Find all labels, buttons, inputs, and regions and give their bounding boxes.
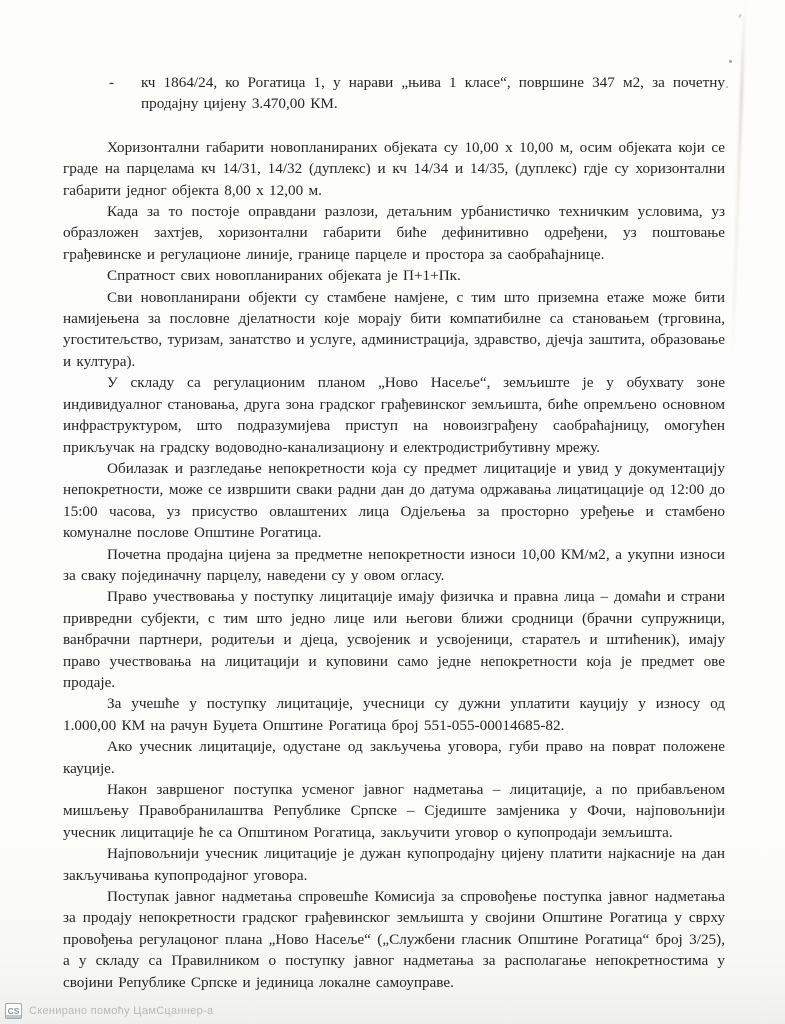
list-item-text: кч 1864/24, ко Рогатица 1, у нарави „њива 1 класе“, површине 347 м2, за почетну продајну цијену 3.470,00 КМ. bbox=[141, 74, 725, 113]
camscanner-caption: Скенирано помоћу ЦамСцаннер-а bbox=[29, 1005, 214, 1017]
scan-speck-artifact bbox=[726, 86, 728, 88]
paragraph: Хоризонтални габарити новопланираних објеката су 10,00 х 10,00 м, осим објеката који се граде на парцелама кч 14/31, 14/32 (дуплекс) и кч 14/34 и 14/35, (дуплекс) гдје су хоризонтални габарити једног објекта 8,00 х 12,00 м. bbox=[63, 138, 725, 199]
list-item bbox=[109, 72, 725, 115]
paragraph: Када за то постоје оправдани разлози, детаљним урбанистичко техничким условима, уз образложен захтјев, хоризонтални габарити биће дефинитивно одређени, уз поштовање грађевинске и регулационе линије, границе парцеле и простора за саобраћајнице. bbox=[63, 203, 725, 263]
paragraph: У складу са регулационим планом „Ново Насеље“, земљиште је у обухвату зоне индивидуалног становања, друга зона градског грађевинског земљишта, биће опремљено основном инфраструктуром, што подразумијева приступ на новоизграђену саобраћајницу, омогућен прикључак на градску водоводно-канализациону и електродистрибутивну мрежу. bbox=[63, 374, 725, 456]
document-content bbox=[63, 72, 725, 993]
scan-speck-artifact bbox=[729, 60, 732, 63]
camscanner-logo-icon: CS bbox=[5, 1003, 22, 1019]
paragraph: Након завршеног поступка усменог јавног надметања – лицитације, а по прибављеном мишљењу Правобранилаштва Републике Српске – Сједиште замјеника у Фочи, најповољнији учесник лицитације ће са Општином Рогатица, закључити уговор о купопродаји земљишта. bbox=[63, 781, 725, 841]
paragraph: Сви новопланирани објекти су стамбене намјене, с тим што приземна етаже може бити намијењена за пословне дјелатности које морају бити компатибилне са становањем (трговина, угоститељство, туризам, занатство и услуге, администрација, здравство, дјечја заштита, образовање и култура). bbox=[63, 288, 725, 370]
scan-speck-artifact bbox=[738, 14, 741, 18]
camscanner-footer bbox=[5, 1003, 213, 1019]
paragraph: Обилазак и разгледање непокретности која су предмет лицитације и увид у документацију непокретности, може се извршити сваки радни дан до датума одржавања лицатицације од 12:00 до 15:00 часова, уз присуство овлаштених лица Одјељења за просторно уређење и стамбено комуналне послове Општине Рогатица. bbox=[63, 459, 725, 542]
list-item-marker: - bbox=[109, 74, 115, 91]
paragraph: Почетна продајна цијена за предметне непокретности износи 10,00 КМ/м2, а укупни износи за сваку појединачну парцелу, наведени су у овом огласу. bbox=[63, 545, 725, 584]
paragraph: Спратност свих новопланираних објеката је П+1+Пк. bbox=[107, 267, 461, 285]
paragraph: Најповољнији учесник лицитације је дужан купопродајну цијену платити најкасније на дан закључивања купопродајног уговора. bbox=[63, 845, 725, 884]
document-paragraphs bbox=[63, 137, 725, 993]
paragraph: Поступак јавног надметања спровешће Комисија за спровођење поступка јавног надметања за продају непокретности градског грађевинског земљишта у својини Општине Рогатица у сврху провођења регулацоног плана „Ново Насеље“ („Службени гласник Општине Рогатица“ број 3/25), а у складу са Правилником о поступку јавног надметања за располагање непокретностима у својини Републике Српске и јединица локалне самоуправе. bbox=[63, 888, 725, 991]
paragraph: Право учествовања у поступку лицитације имају физичка и правна лица – домаћи и страни привредни субјекти, с тим што једно лице или његови ближи сродници (брачни супружници, ванбрачни партнери, родитељи и дјеца, усвојеник и усвојеници, старатељ и штићеник), имају право учествовања на лицитацији и куповини само једне непокретности која је предмет ове продаје. bbox=[63, 588, 725, 691]
paragraph: Ако учесник лицитације, одустане од закључења уговора, губи право на поврат положене кауције. bbox=[63, 738, 725, 777]
paragraph: За учешће у поступку лицитације, учесници су дужни уплатити кауцију у износу од 1.000,00 КМ на рачун Буџета Општине Рогатица број 551-055-00014685-82. bbox=[63, 695, 725, 734]
scan-crease-artifact bbox=[731, 0, 747, 360]
